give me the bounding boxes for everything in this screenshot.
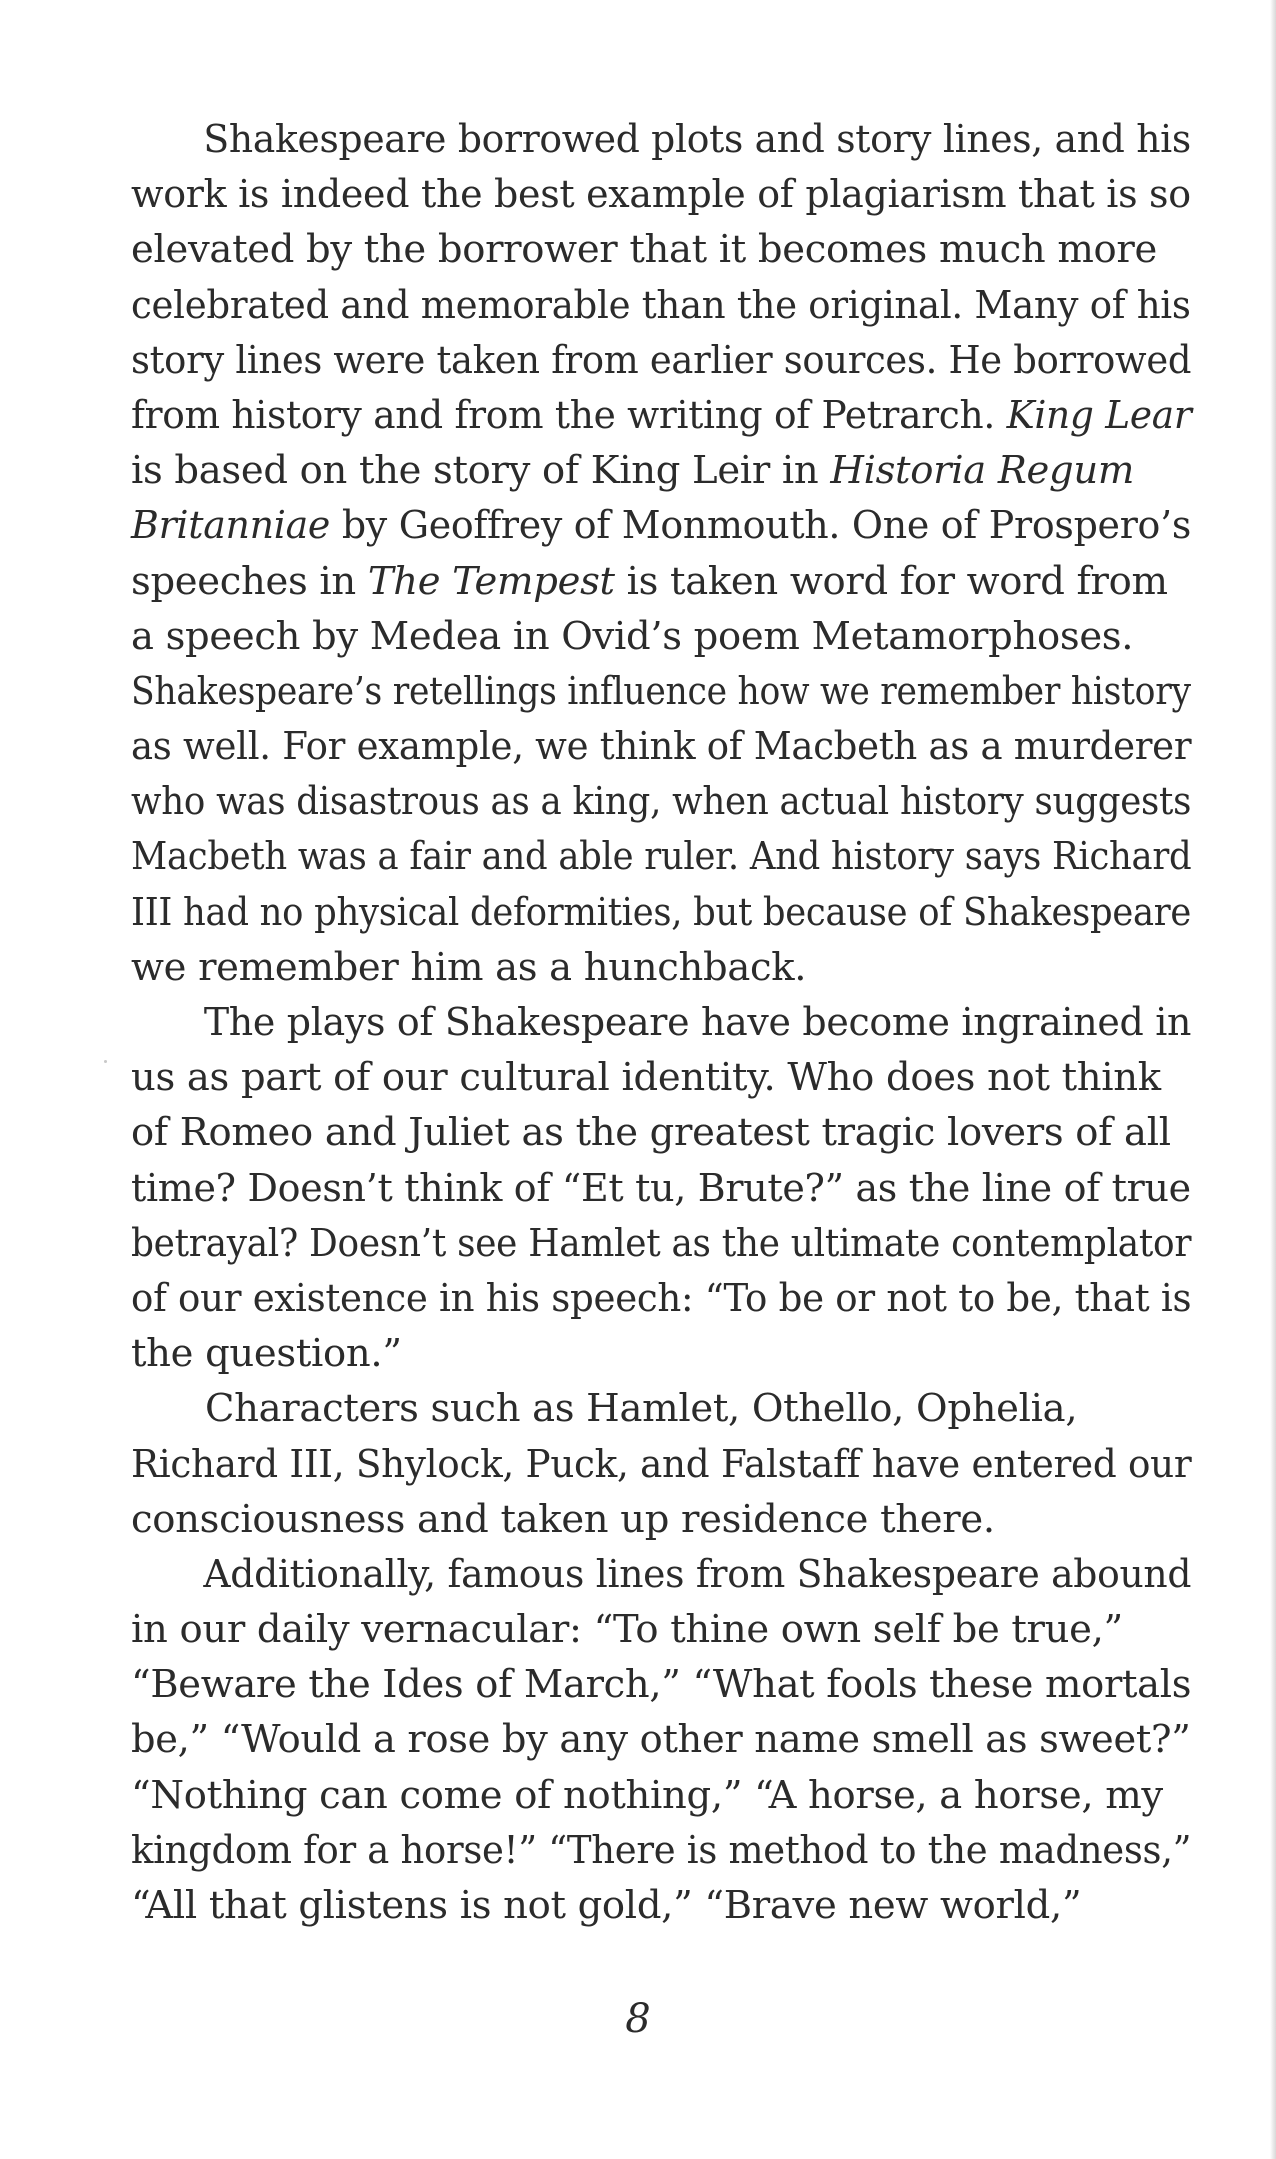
text-run: we remember him as a hunchback. xyxy=(131,944,807,990)
text-line xyxy=(131,1381,1191,1436)
text-line xyxy=(131,278,1191,333)
italic-title: The Tempest xyxy=(367,558,615,604)
paragraph xyxy=(131,995,1191,1381)
text-run: III had no physical deformities, but because of Shakespeare xyxy=(131,889,1192,935)
text-line xyxy=(131,609,1191,664)
text-run: Characters such as Hamlet, Othello, Ophelia, xyxy=(205,1386,1078,1432)
text-line xyxy=(131,1547,1192,1602)
text-run: work is indeed the best example of plagiarism that is so xyxy=(131,172,1191,218)
text-line xyxy=(131,940,1191,995)
text-line xyxy=(131,719,1192,774)
text-line xyxy=(131,333,1192,388)
italic-title: King Lear xyxy=(1006,392,1192,438)
text-run: consciousness and taken up residence there. xyxy=(131,1496,995,1542)
text-line xyxy=(131,1602,1191,1657)
text-run: is taken word for word from xyxy=(614,558,1168,604)
text-line xyxy=(131,1105,1191,1160)
text-line xyxy=(131,1823,1192,1878)
italic-title: Historia Regum xyxy=(830,448,1135,494)
text-run: the question.” xyxy=(131,1331,402,1377)
text-line xyxy=(131,1161,1191,1216)
text-line xyxy=(131,1657,1192,1712)
text-line xyxy=(131,664,1191,719)
text-run: “All that glistens is not gold,” “Brave new world,” xyxy=(131,1883,1082,1928)
text-run: Macbeth was a fair and able ruler. And history says Richard xyxy=(131,834,1192,880)
text-run: elevated by the borrower that it becomes much more xyxy=(131,227,1158,273)
text-line xyxy=(131,829,1192,884)
text-line xyxy=(131,1878,1191,1933)
text-run: is based on the story of King Leir in xyxy=(131,448,831,494)
text-run: us as part of our cultural identity. Who does not think xyxy=(131,1055,1161,1101)
text-line xyxy=(131,1050,1191,1105)
text-line xyxy=(131,1712,1191,1767)
text-line xyxy=(131,554,1191,609)
text-run: who was disastrous as a king, when actual history suggests xyxy=(131,779,1192,825)
text-run: of our existence in his speech: “To be or not to be, that is xyxy=(131,1275,1192,1321)
text-line xyxy=(131,1326,1191,1381)
text-line xyxy=(131,112,1191,167)
text-line xyxy=(131,1271,1192,1326)
text-line xyxy=(131,443,1191,498)
italic-title: Britanniae xyxy=(131,503,331,549)
text-run: betrayal? Doesn’t see Hamlet as the ultimate contemplator xyxy=(131,1220,1192,1266)
text-run: story lines were taken from earlier sources. He borrowed xyxy=(131,337,1192,383)
text-run: from history and from the writing of Petrarch. xyxy=(131,392,1007,438)
paragraph xyxy=(131,1547,1191,1933)
text-line xyxy=(131,1492,1191,1547)
text-line xyxy=(131,774,1192,829)
text-line xyxy=(131,1437,1192,1492)
text-run: celebrated and memorable than the original. Many of his xyxy=(131,282,1191,328)
text-line xyxy=(131,995,1192,1050)
text-run: Shakespeare’s retellings influence how we remember history xyxy=(131,668,1191,714)
text-run: be,” “Would a rose by any other name smell as sweet?” xyxy=(131,1717,1191,1763)
text-run: as well. For example, we think of Macbeth as a murderer xyxy=(131,724,1192,770)
text-run: kingdom for a horse!” “There is method to the madness,” xyxy=(131,1827,1192,1873)
text-run: The plays of Shakespeare have become ingrained in xyxy=(203,1000,1192,1045)
text-run: Shakespeare borrowed plots and story lines, and his xyxy=(203,117,1191,162)
text-line xyxy=(131,498,1192,553)
text-run: a speech by Medea in Ovid’s poem Metamorphoses. xyxy=(131,613,1134,659)
text-run: Additionally, famous lines from Shakespeare abound xyxy=(203,1551,1192,1597)
body-text xyxy=(131,112,1191,1933)
text-line xyxy=(131,167,1191,222)
text-run: speeches in xyxy=(131,558,368,604)
text-run: time? Doesn’t think of “Et tu, Brute?” as the line of true xyxy=(131,1165,1191,1211)
text-line xyxy=(131,885,1192,940)
text-run: of Romeo and Juliet as the greatest tragic lovers of all xyxy=(131,1110,1171,1156)
text-run: Richard III, Shylock, Puck, and Falstaff have entered our xyxy=(131,1441,1192,1487)
text-run: in our daily vernacular: “To thine own self be true,” xyxy=(131,1607,1123,1653)
text-run: “Nothing can come of nothing,” “A horse, a horse, my xyxy=(131,1772,1163,1818)
paragraph xyxy=(131,112,1191,995)
text-line xyxy=(131,1768,1191,1823)
text-line xyxy=(131,388,1192,443)
page-number: 8 xyxy=(625,1996,651,2042)
text-line xyxy=(131,1216,1192,1271)
text-run: by Geoffrey of Monmouth. One of Prospero’s xyxy=(330,503,1192,549)
text-run: “Beware the Ides of March,” “What fools these mortals xyxy=(131,1662,1192,1708)
text-line xyxy=(131,222,1191,277)
page-edge-shadow xyxy=(1270,0,1276,2159)
paragraph xyxy=(131,1381,1191,1547)
paper-speck xyxy=(104,1060,107,1063)
